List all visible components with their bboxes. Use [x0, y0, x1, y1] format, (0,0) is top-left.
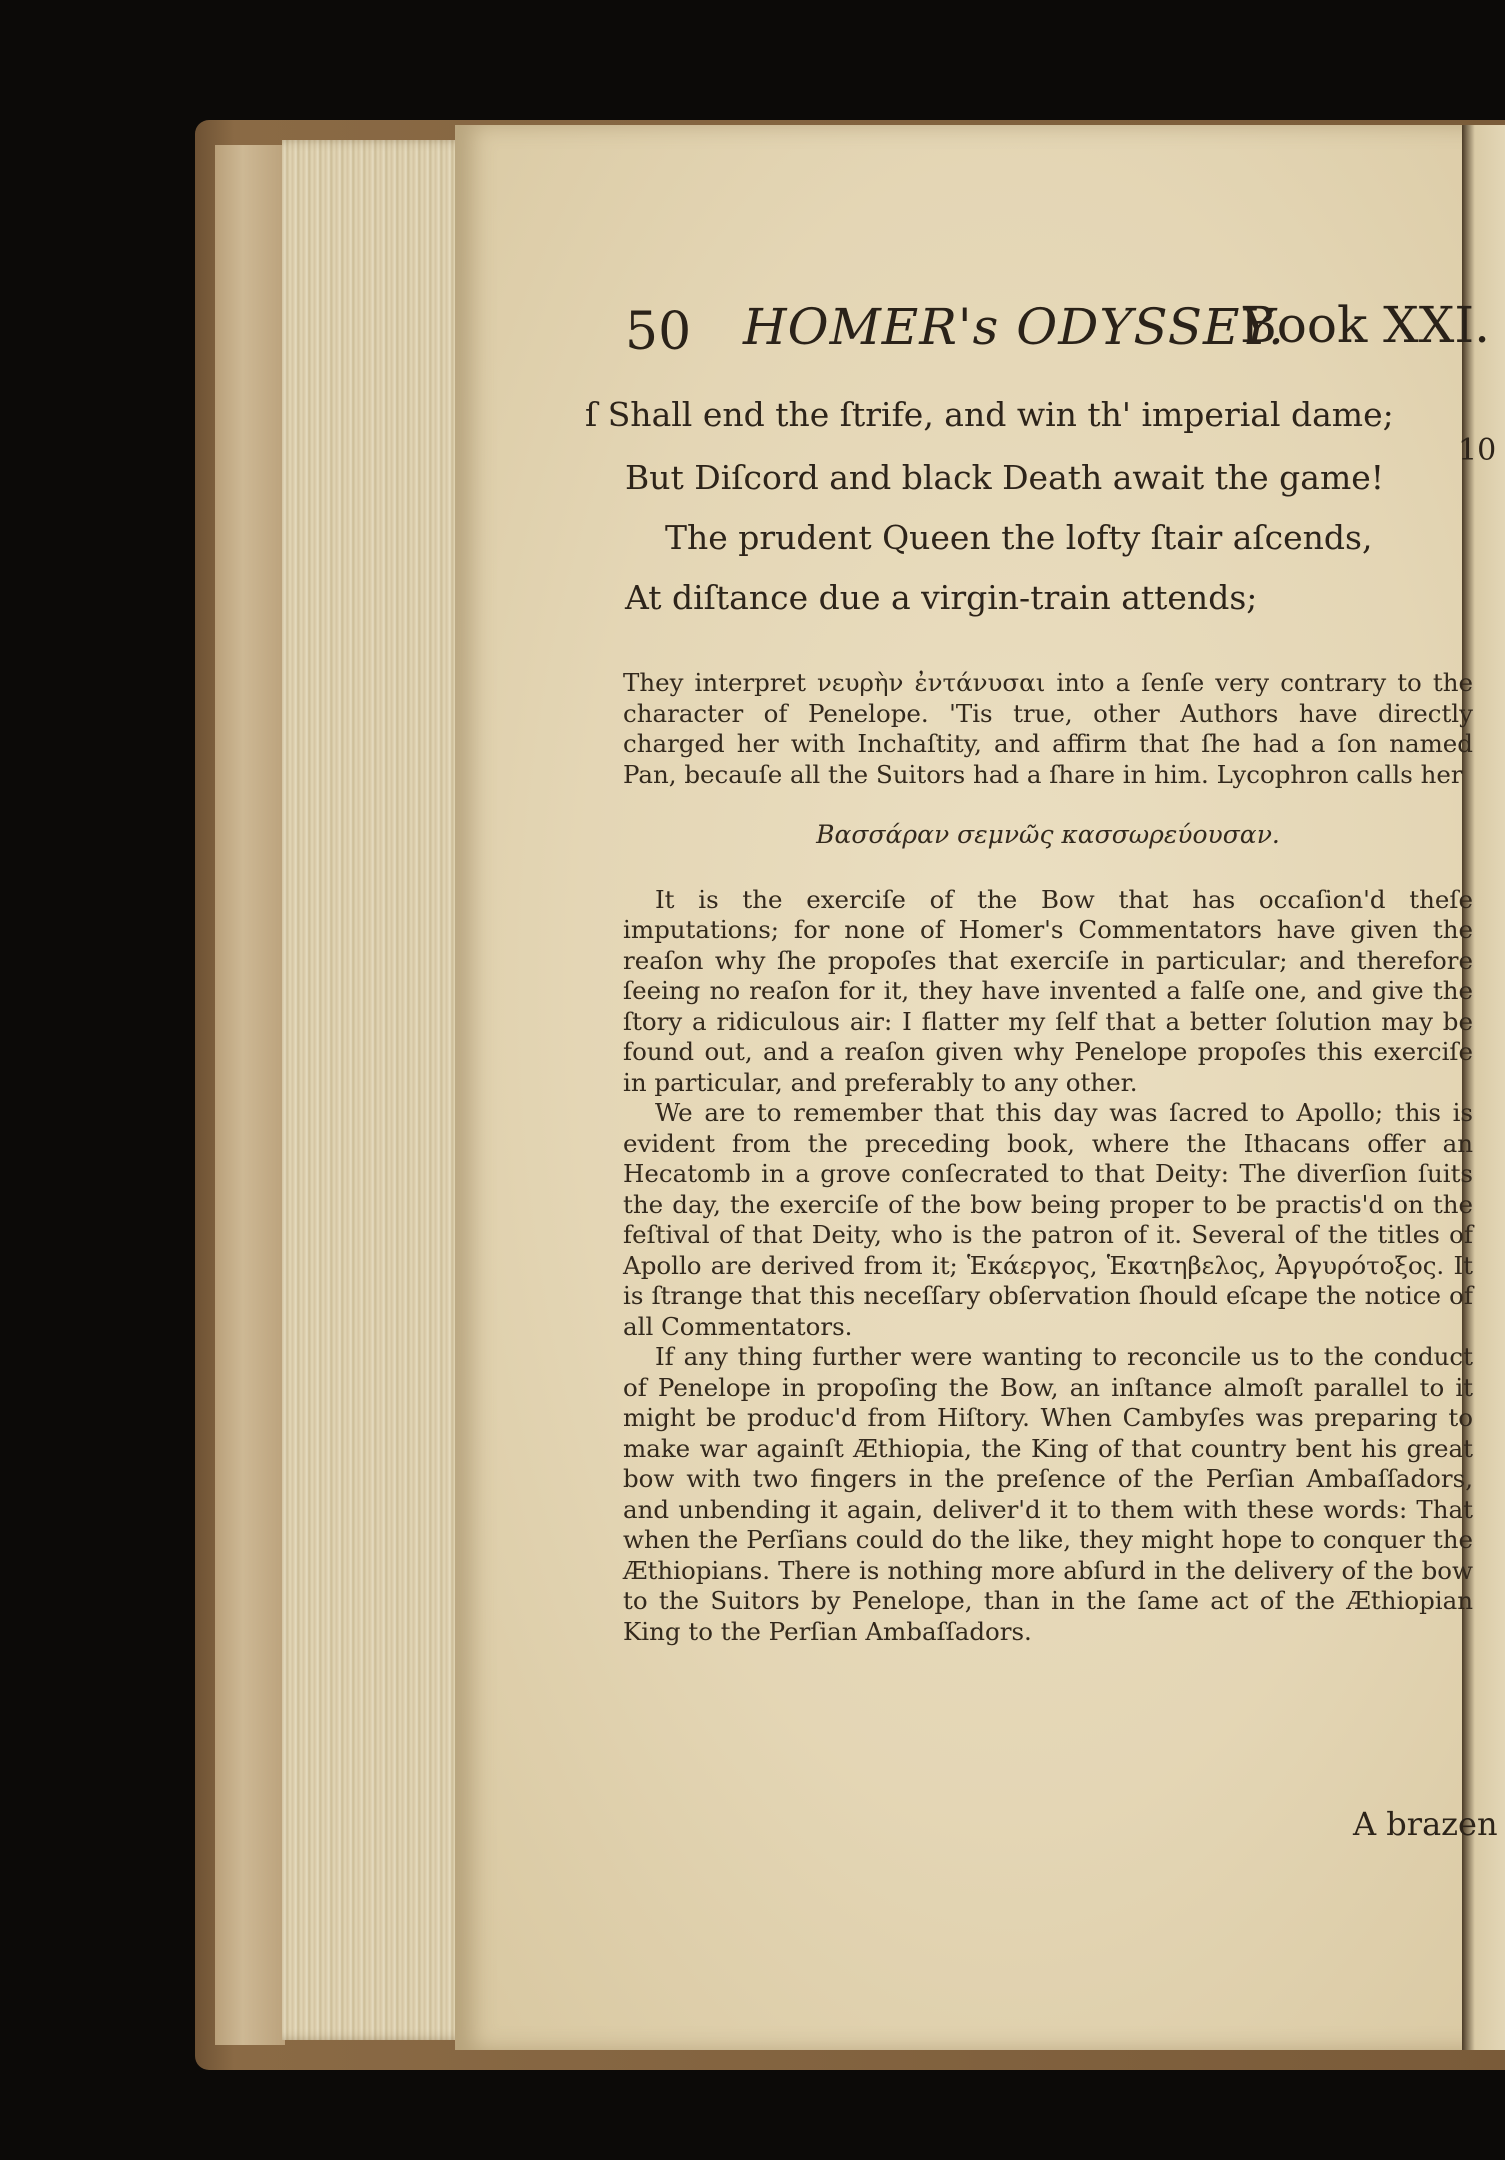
verse-line: At diſtance due a virgin-train attends; [625, 578, 1258, 617]
verse-line: ſ Shall end the ſtrife, and win th' imperial dame; [585, 395, 1394, 434]
page-number: 50 [625, 302, 692, 362]
verse-line: But Diſcord and black Death await the game! [625, 458, 1385, 497]
running-title: HOMER's ODYSSEY. [743, 298, 1285, 356]
book-spine-edge [215, 145, 285, 2045]
commentary-notes [623, 668, 1473, 1647]
note-paragraph: If any thing further were wanting to reconcile us to the conduct of Penelope in propoſing the Bow, an inſtance almoſt parallel to it might be produc'd from Hiſtory. When Cambyſes was preparing to make war againſt Æthiopia, the King of that country bent his great bow with two fingers in the preſence of the Perſian Ambaſſadors, and unbending it again, deliver'd it to them with these words: That when the Perſians could do the like, they might hope to conquer the Æthiopians. There is nothing more abſurd in the delivery of the bow to the Suitors by Penelope, than in the ſame act of the Æthiopian King to the Perſian Ambaſſadors. [623, 1342, 1473, 1646]
book-label: Book XXI. [1240, 296, 1490, 354]
verse-line: The prudent Queen the lofty ſtair aſcends, [665, 518, 1373, 557]
running-head [625, 296, 1490, 376]
note-paragraph: It is the exerciſe of the Bow that has occaſion'd theſe imputations; for none of Homer's Commentators have given the reaſon why ſhe propoſes that exerciſe in particular; and therefore ſeeing no reaſon for it, they have invented a falſe one, and give the ſtory a ridiculous air: I flatter my ſelf that a better ſolution may be found out, and a reaſon given why Penelope propoſes this exerciſe in particular, and preferably to any other. [623, 884, 1473, 1097]
margin-line-number: 10 [1458, 433, 1497, 468]
greek-quotation: Βασσάραν σεμνῶς κασσωρεύουσαν. [816, 820, 1280, 849]
note-paragraph: We are to remember that this day was ſacred to Apollo; this is evident from the preceding book, where the Ithacans offer an Hecatomb in a grove conſecrated to that Deity: The diverſion ſuits the day, the exerciſe of the bow being proper to be practis'd on the feſtival of that Deity, who is the patron of it. Several of the titles of Apollo are derived from it; Ἑκάεργος, Ἑκατηβελος, Ἀργυρότοξος. It is ſtrange that this neceſſary obſervation ſhould eſcape the notice of all Commentators. [623, 1098, 1473, 1341]
catchword: A brazen [1353, 1805, 1498, 1843]
note-paragraph: They interpret νευρὴν ἐντάνυσαι into a ſenſe very contrary to the character of Penelope. 'Tis true, other Authors have directly charged her with Inchaſtity, and affirm that ſhe had a ſon named Pan, becauſe all the Suitors had a ſhare in him. Lycophron calls her [623, 668, 1473, 789]
